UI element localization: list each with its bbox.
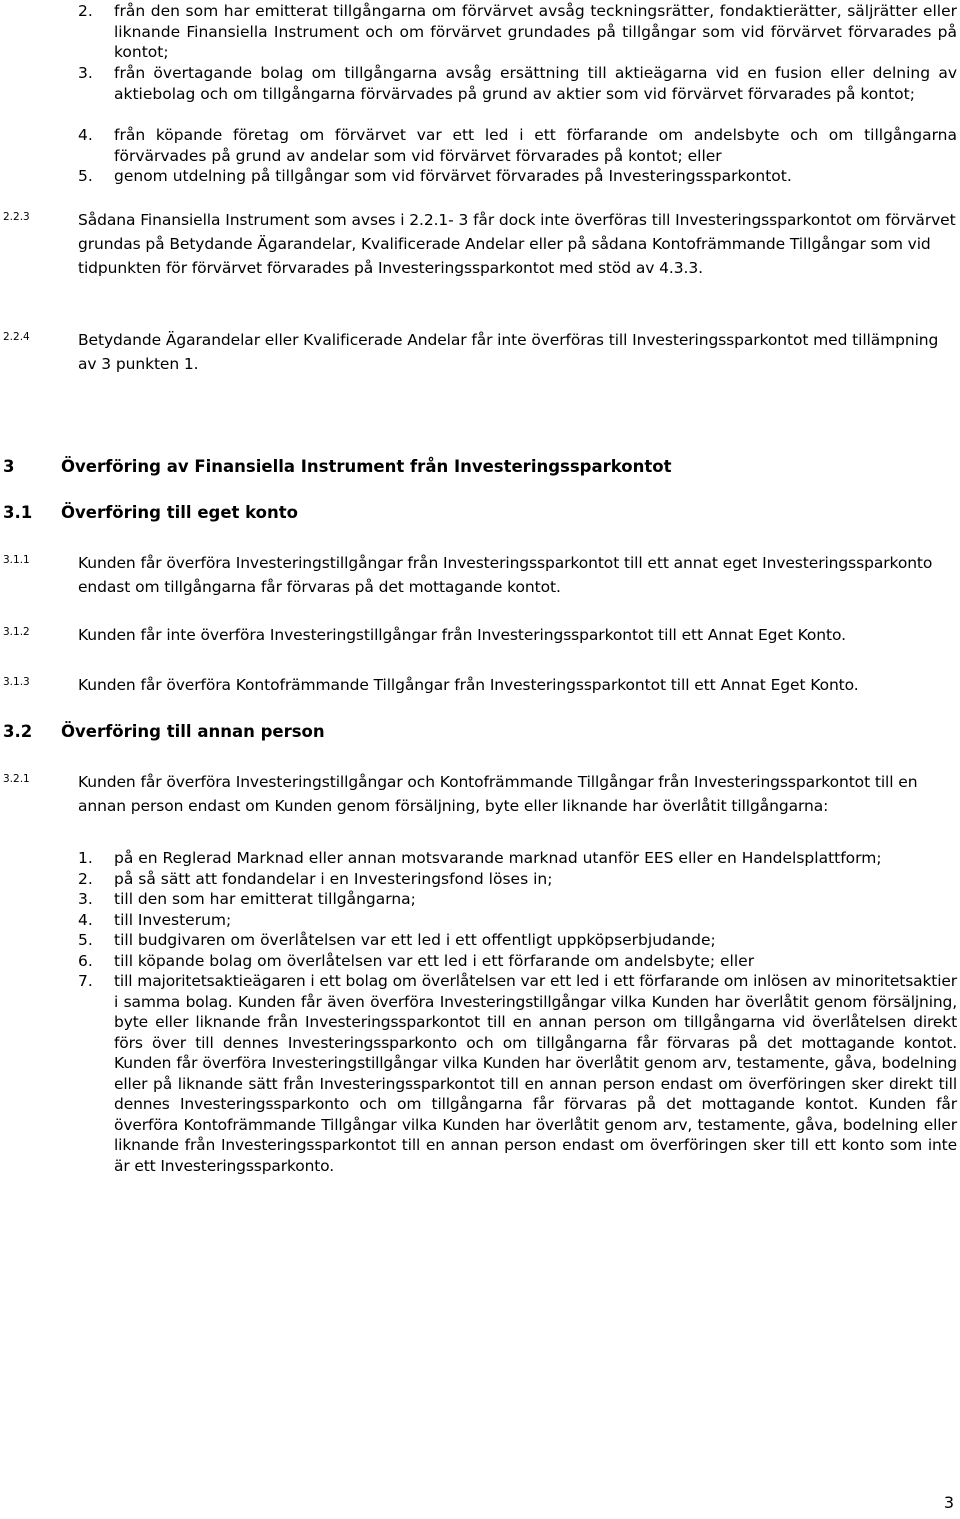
list-item xyxy=(78,848,957,869)
clause-number: 3.2.1 xyxy=(3,773,30,785)
list-item xyxy=(78,869,957,890)
list-item xyxy=(78,63,957,104)
list-text: från köpande företag om förvärvet var ett led i ett förfarande om andelsbyte och om tillgångarna förvärvades på grund av andelar som vid förvärvet förvarades på kontot; eller xyxy=(114,126,957,165)
list-item xyxy=(78,971,957,1176)
clause-paragraph xyxy=(0,328,957,376)
clause-number: 2.2.4 xyxy=(3,331,30,343)
list-text: till majoritetsaktieägaren i ett bolag om överlåtelsen var ett led i ett förfarande om inlösen av minoritetsaktier i samma bolag. Kunden får även överföra Investeringstillgångar vilka Kunden har överlåtit genom försäljning, byte eller liknande från Investeringssparkontot till en annan person om tillgångarna vid överlåtelsen direkt förs över till dennes Investeringssparkonto och om tillgångarna får förvaras på det mottagande kontot. Kunden får överföra Investeringstillgångar vilka Kunden har överlåtit genom arv, testamente, gåva, bodelning eller på liknande sätt från Investeringssparkontot till en annan person endast om överföringen sker direkt till dennes Investeringssparkonto och om tillgångarna får förvaras på det mottagande kontot. Kunden får överföra Kontofrämmande Tillgångar vilka Kunden har överlåtit genom arv, testamente, gåva, bodelning eller liknande från Investeringssparkontot till en annan person endast om överföringen sker till ett konto som inte är ett Investeringssparkonto. xyxy=(114,972,957,1175)
clause-number: 2.2.3 xyxy=(3,211,30,223)
clause-paragraph xyxy=(0,551,957,599)
list-number: 4. xyxy=(78,911,93,929)
heading-number: 3 xyxy=(3,457,15,476)
list-item xyxy=(78,166,957,187)
heading-text: Överföring till annan person xyxy=(61,722,325,741)
list-text: till Investerum; xyxy=(114,911,232,929)
list-number: 5. xyxy=(78,931,93,949)
list-number: 3. xyxy=(78,64,93,82)
list-text: genom utdelning på tillgångar som vid förvärvet förvarades på Investeringssparkontot. xyxy=(114,167,792,185)
clause-text: Kunden får överföra Investeringstillgångar från Investeringssparkontot till ett annat eget Investeringssparkonto endast om tillgångarna får förvaras på det mottagande kontot. xyxy=(78,554,933,596)
list-item xyxy=(78,889,957,910)
list-text: till den som har emitterat tillgångarna; xyxy=(114,890,416,908)
clause-number: 3.1.2 xyxy=(3,626,30,638)
list-text: på en Reglerad Marknad eller annan motsvarande marknad utanför EES eller en Handelsplattform; xyxy=(114,849,882,867)
clause-text: Sådana Finansiella Instrument som avses i 2.2.1- 3 får dock inte överföras till Investeringssparkontot om förvärvet grundas på Betydande Ägarandelar, Kvalificerade Andelar eller på sådana Kontofrämmande Tillgångar som vid tidpunkten för förvärvet förvarades på Investeringssparkontot med stöd av 4.3.3. xyxy=(78,211,956,277)
clause-text: Kunden får överföra Kontofrämmande Tillgångar från Investeringssparkontot till ett Annat Eget Konto. xyxy=(78,676,859,694)
list-text: från övertagande bolag om tillgångarna avsåg ersättning till aktieägarna vid en fusion eller delning av aktiebolag och om tillgångarna förvärvades på grund av aktier som vid förvärvet förvarades på kontot; xyxy=(114,64,957,103)
clause-paragraph xyxy=(0,208,957,280)
list-text: till budgivaren om överlåtelsen var ett led i ett offentligt uppköpserbjudande; xyxy=(114,931,716,949)
clause-text: Kunden får inte överföra Investeringstillgångar från Investeringssparkontot till ett Annat Eget Konto. xyxy=(78,626,846,644)
heading-number: 3.1 xyxy=(3,503,33,522)
clause-text: Betydande Ägarandelar eller Kvalificerade Andelar får inte överföras till Investeringssparkontot med tillämpning av 3 punkten 1. xyxy=(78,331,939,373)
heading-text: Överföring av Finansiella Instrument från Investeringssparkontot xyxy=(61,457,672,476)
heading-number: 3.2 xyxy=(3,722,33,741)
list-number: 7. xyxy=(78,972,93,990)
list-text: från den som har emitterat tillgångarna om förvärvet avsåg teckningsrätter, fondaktierätter, säljrätter eller liknande Finansiella Instrument och om förvärvet grundades på tillgångar som vid förvärvet förvarades på kontot; xyxy=(114,2,957,61)
heading-text: Överföring till eget konto xyxy=(61,503,298,522)
list-number: 4. xyxy=(78,126,93,144)
list-number: 5. xyxy=(78,167,93,185)
list-text: till köpande bolag om överlåtelsen var ett led i ett förfarande om andelsbyte; eller xyxy=(114,952,755,970)
list-number: 2. xyxy=(78,2,93,20)
list-item xyxy=(78,910,957,931)
clause-paragraph xyxy=(0,673,957,697)
list-number: 1. xyxy=(78,849,93,867)
list-item xyxy=(78,951,957,972)
page-number: 3 xyxy=(943,1493,954,1512)
list-number: 2. xyxy=(78,870,93,888)
clause-text: Kunden får överföra Investeringstillgångar och Kontofrämmande Tillgångar från Investeringssparkontot till en annan person endast om Kunden genom försäljning, byte eller liknande har överlåtit tillgångarna: xyxy=(78,773,918,815)
list-text: på så sätt att fondandelar i en Investeringsfond löses in; xyxy=(114,870,553,888)
list-number: 6. xyxy=(78,952,93,970)
clause-number: 3.1.3 xyxy=(3,676,30,688)
clause-paragraph xyxy=(0,623,957,647)
list-number: 3. xyxy=(78,890,93,908)
list-item xyxy=(78,125,957,166)
clause-number: 3.1.1 xyxy=(3,554,30,566)
clause-paragraph xyxy=(0,770,957,818)
list-item xyxy=(78,930,957,951)
list-item xyxy=(78,1,957,63)
